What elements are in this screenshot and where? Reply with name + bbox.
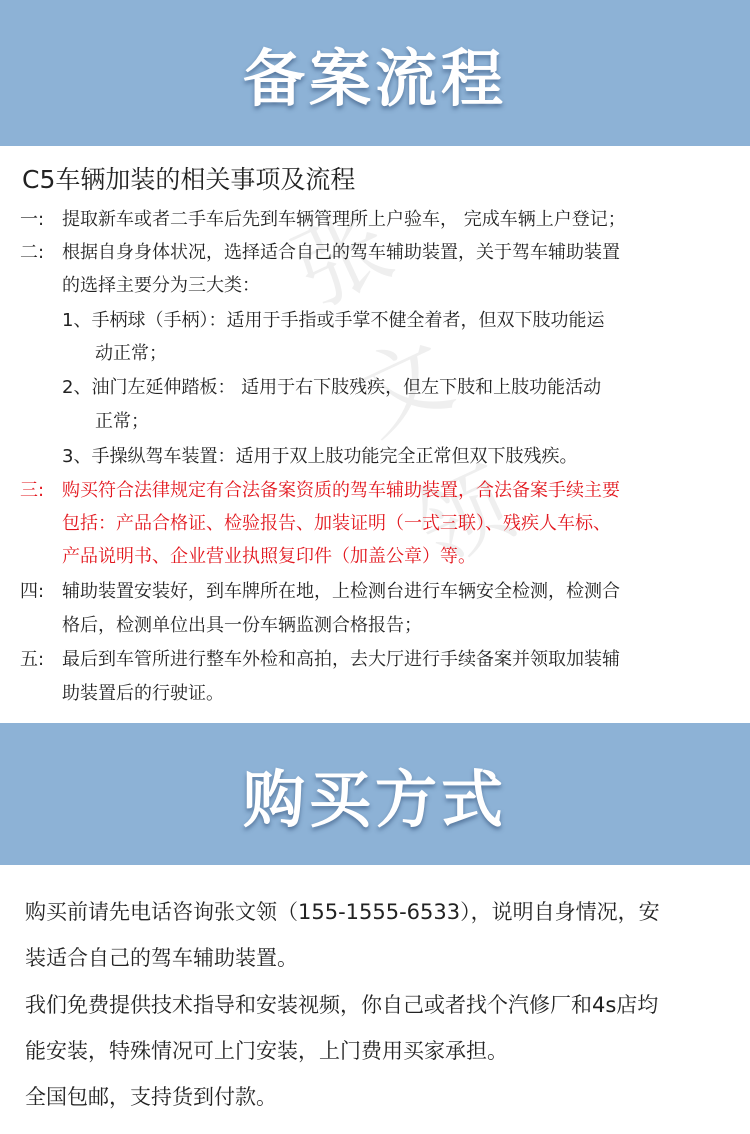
purchase-section [0,865,750,1134]
step5-text-line1: 最后到车管所进行整车外检和高拍，去大厅进行手续备案并领取加装辅 [62,649,620,670]
step2-number: 二: [20,242,45,263]
step2-sub3-line1: 3、手操纵驾车装置：适用于双上肢功能完全正常但双下肢残疾。 [62,446,578,467]
step4-number: 四: [20,581,45,602]
step4-text-line1: 辅助装置安装好，到车牌所在地，上检测台进行车辆安全检测，检测合 [62,581,620,602]
step1-number: 一: [20,209,45,230]
step5-text-line2: 助装置后的行驶证。 [62,683,224,704]
purchase-line3: 我们免费提供技术指导和安装视频，你自己或者找个汽修厂和4s店均 [25,993,659,1017]
purchase-banner [0,723,750,865]
purchase-line5: 全国包邮，支持货到付款。 [25,1085,277,1109]
purchase-line2: 装适合自己的驾车辅助装置。 [25,946,298,970]
step2-sub1-line1: 1、手柄球（手柄）：适用于手指或手掌不健全着者，但双下肢功能运 [62,310,605,331]
process-section [0,146,750,723]
step3-text-line3: 产品说明书、企业营业执照复印件（加盖公章）等。 [62,546,476,567]
step2-text-line2: 的选择主要分为三大类： [62,275,260,296]
process-banner [0,0,750,146]
watermark-char: 领 [399,449,529,586]
step4-text-line2: 格后，检测单位出具一份车辆监测合格报告； [62,615,422,636]
purchase-line4: 能安装，特殊情况可上门安装，上门费用买家承担。 [25,1039,508,1063]
step3-number: 三: [20,480,45,501]
step1-text: 提取新车或者二手车后先到车辆管理所上户验车， 完成车辆上户登记； [62,209,626,230]
step2-sub1-line2: 动正常； [95,343,167,364]
step3-text-line2: 包括：产品合格证、检验报告、加装证明（一式三联）、残疾人车标、 [62,513,611,534]
step2-sub2-line1: 2、油门左延伸踏板： 适用于右下肢残疾，但左下肢和上肢功能活动 [62,377,602,398]
purchase-line1: 购买前请先电话咨询张文领（155-1555-6533），说明自身情况，安 [25,900,660,924]
process-title: 备案流程 [242,41,507,115]
purchase-title: 购买方式 [242,762,507,836]
step5-number: 五: [20,649,45,670]
watermark-char: 文 [338,319,468,456]
step2-text-line1: 根据自身身体状况，选择适合自己的驾车辅助装置，关于驾车辅助装置 [62,242,620,263]
process-subtitle: C5车辆加装的相关事项及流程 [22,165,356,194]
step3-text-line1: 购买符合法律规定有合法备案资质的驾车辅助装置，合法备案手续主要 [62,480,620,501]
step2-sub2-line2: 正常； [95,411,149,432]
watermark-char: 张 [278,189,407,326]
